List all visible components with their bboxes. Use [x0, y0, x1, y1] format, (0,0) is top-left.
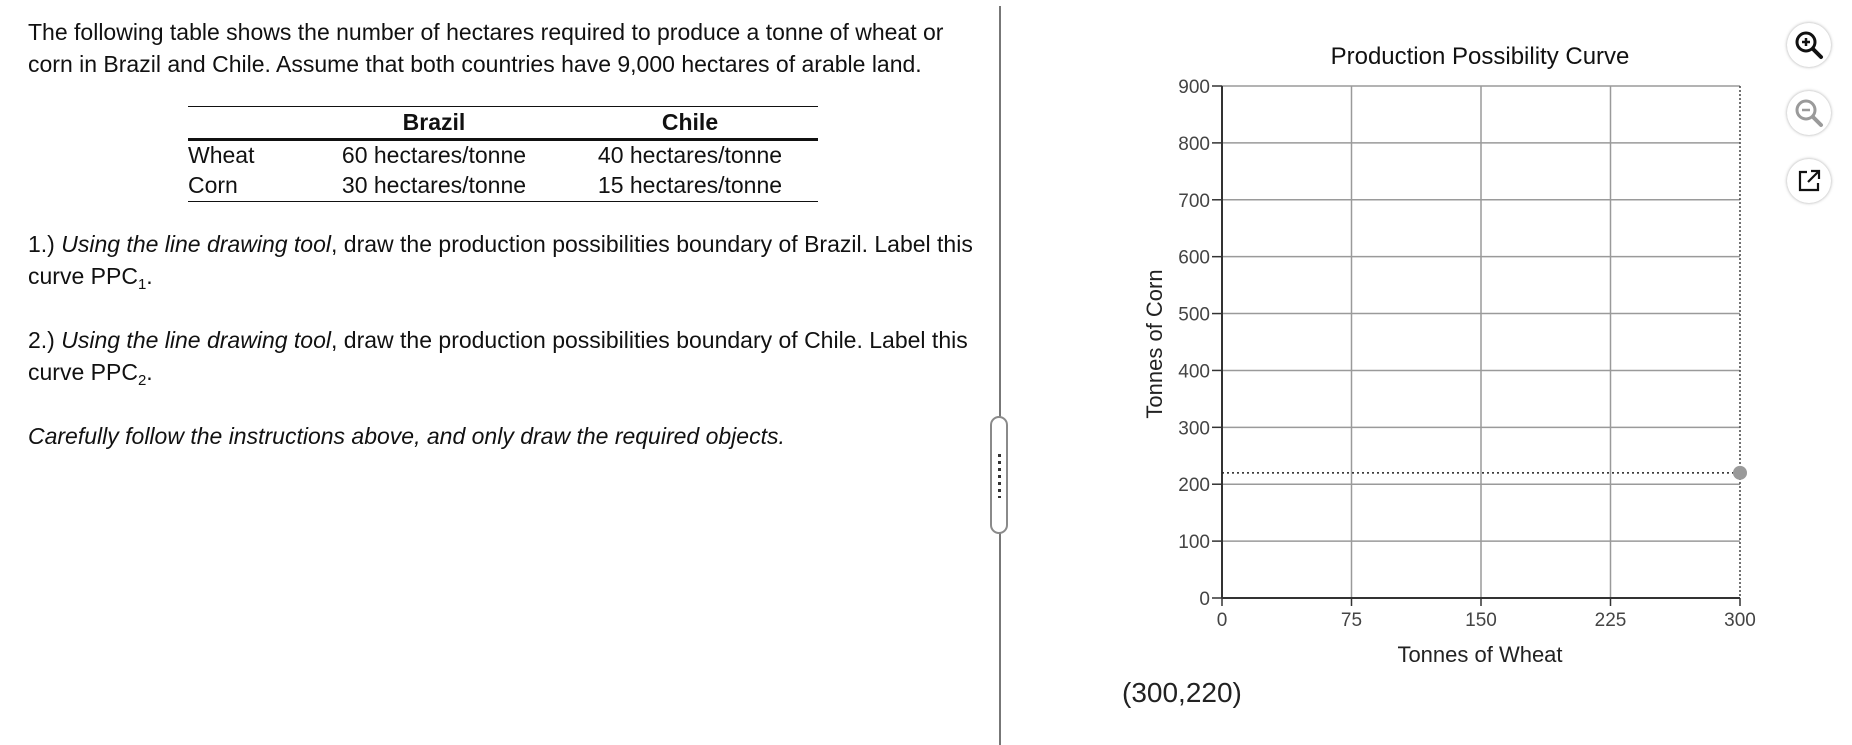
- intro-text: The following table shows the number of hectares required to produce a tonne of wheat or corn in Brazil and Chile. Assume that both countries have 9,000 hectares of arable land.: [28, 19, 944, 77]
- y-tick-label: 900: [1178, 77, 1210, 98]
- table-header-chile: Chile: [562, 107, 818, 140]
- zoom-out-button[interactable]: [1787, 91, 1831, 135]
- popout-button[interactable]: [1787, 159, 1831, 203]
- row-label-corn: Corn: [188, 171, 306, 202]
- y-tick-label: 200: [1178, 475, 1210, 497]
- instruction-2-emphasis: Using the line drawing tool: [61, 327, 332, 353]
- instruction-1-subscript: 1: [137, 276, 147, 293]
- instruction-2-number: 2.): [28, 327, 55, 353]
- y-tick-label: 400: [1178, 361, 1210, 383]
- y-tick-label: 300: [1178, 418, 1210, 440]
- zoom-in-icon: [1794, 30, 1824, 60]
- instruction-1-emphasis: Using the line drawing tool: [61, 231, 332, 257]
- chart-title: Production Possibility Curve: [1330, 43, 1630, 70]
- zoom-in-button[interactable]: [1787, 23, 1831, 67]
- instruction-note-text: Carefully follow the instructions above, and only draw the required objects.: [28, 423, 785, 449]
- x-tick-label: 225: [1594, 610, 1627, 631]
- y-tick-label: 600: [1178, 247, 1210, 269]
- instruction-2-end: .: [146, 359, 153, 385]
- external-link-icon: [1796, 168, 1822, 194]
- row-label-wheat: Wheat: [188, 142, 255, 168]
- x-axis-label: Tonnes of Wheat: [1397, 642, 1563, 667]
- cell-chile-corn: 15 hectares/tonne: [562, 171, 818, 202]
- instruction-2-text: , draw the production possibilities boundary of Chile. Label this curve PPC: [28, 327, 968, 385]
- cell-brazil-corn: 30 hectares/tonne: [306, 171, 562, 202]
- y-tick-label: 700: [1178, 190, 1210, 212]
- table-header-brazil: Brazil: [306, 107, 562, 140]
- cursor-point: [1733, 466, 1747, 480]
- x-tick-label: 300: [1724, 610, 1756, 631]
- y-tick-label: 500: [1178, 304, 1210, 326]
- zoom-out-icon: [1794, 98, 1824, 128]
- x-tick-label: 150: [1465, 610, 1497, 631]
- y-tick-label: 0: [1199, 589, 1210, 610]
- cursor-guides: [1222, 466, 1747, 480]
- coordinate-readout: (300,220): [1122, 677, 1242, 708]
- instruction-2-subscript: 2: [137, 372, 147, 389]
- cell-chile-wheat: 40 hectares/tonne: [597, 142, 783, 168]
- y-tick-label: 100: [1178, 532, 1210, 554]
- y-axis-label: Tonnes of Corn: [1142, 269, 1167, 419]
- chart-ticks: [1178, 77, 1756, 631]
- instruction-1-text: , draw the production possibilities boundary of Brazil. Label this curve PPC: [28, 231, 973, 289]
- cell-brazil-wheat: 60 hectares/tonne: [341, 142, 527, 168]
- instruction-1-number: 1.): [28, 231, 55, 257]
- chart-grid: [1222, 86, 1740, 598]
- y-tick-label: 800: [1178, 133, 1210, 155]
- x-tick-label: 75: [1340, 610, 1363, 631]
- x-tick-label: 0: [1216, 610, 1228, 631]
- instruction-1-end: .: [146, 263, 153, 289]
